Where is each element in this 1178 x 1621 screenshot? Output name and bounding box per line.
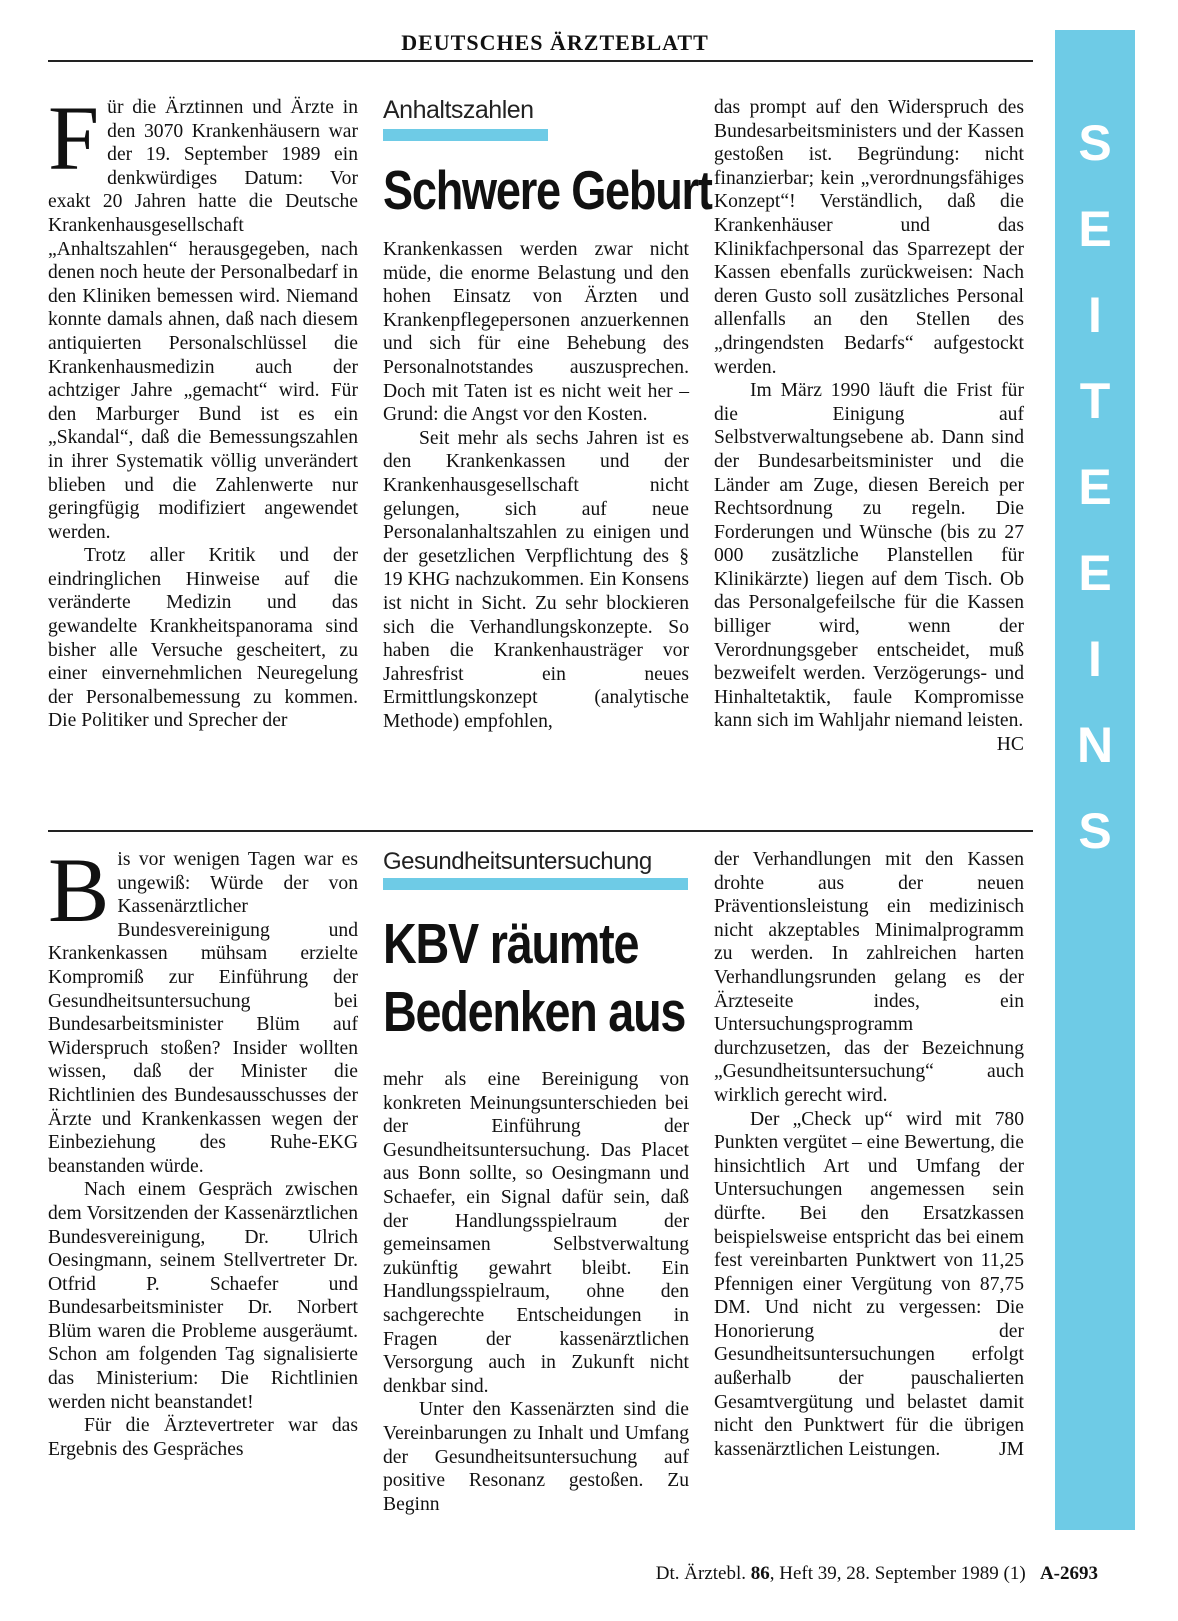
article2-kicker: Gesundheitsuntersuchung [383, 848, 652, 875]
article-divider [48, 830, 1033, 832]
article1-paragraph: das prompt auf den Widerspruch des Bundesarbeitsministers und der Kassen gestoßen ist. Begründung: nicht finanzierbar; kein „verordnungsfähiges Konzept“! Verständlich, daß die Krankenhäuser und das Klinikfachpersonal das Sparrezept der Kassen ebenfalls zurückweisen: Nach deren Gusto soll zusätzliches Personal allenfalls an den Stellen des „dringendsten Bedarfs“ aufgestockt werden. [714, 97, 1024, 378]
page-footer [656, 1563, 1098, 1585]
article2-headline-line: Bedenken aus [383, 980, 686, 1044]
article2-column-3 [714, 848, 1024, 1461]
article1-paragraph: Trotz aller Kritik und der eindringlichen Hinweise auf die veränderte Medizin und das gewandelte Krankheitspanorama sind bisher alle Versuche gescheitert, zu einer einvernehmlichen Neuregelung der Personalbemessung zu kommen. Die Politiker und Sprecher der [48, 545, 358, 732]
drop-cap: B [48, 839, 110, 941]
footer-volume: 86 [750, 1563, 770, 1584]
article1-kicker-bar [383, 129, 548, 141]
sidebar-letters [1055, 100, 1135, 874]
article1-kicker: Anhaltszahlen [383, 96, 534, 124]
sidebar-letter: E [1078, 201, 1112, 257]
article2-paragraph: Nach einem Gespräch zwischen dem Vorsitzenden der Kassenärztlichen Bundesvereinigung, Dr. Ulrich Oesingmann, seinem Stellvertreter Dr. Otfrid P. Schaefer und Bundesarbeitsminister Dr. Norbert Blüm waren die Probleme ausgeräumt. Schon am folgenden Tag signalisierte das Ministerium: Die Richtlinien werden nicht beanstandet! [48, 1179, 358, 1413]
article2-paragraph [48, 839, 358, 1178]
article2-paragraph: mehr als eine Bereinigung von konkreten Meinungsunterschieden bei der Einführung der Gesundheitsuntersuchung. Das Placet aus Bonn sollte, so Oesingmann und Schaefer, ein Signal dafür sein, daß der Handlungsspielraum der gemeinsamen Selbstverwaltung zukünftig gewahrt bleibt. Ein Handlungsspielraum, ohne den sachgerechte Entscheidungen in Fragen der kassenärztlichen Versorgung auch in Zukunft nicht denkbar sind. [383, 1069, 689, 1397]
sidebar-letter: N [1076, 717, 1114, 773]
article2-headline [383, 910, 685, 1046]
article2-kicker-bar [383, 878, 688, 890]
sidebar-letter: T [1079, 373, 1111, 429]
article2-paragraph: Für die Ärztevertreter war das Ergebnis des Gespräches [48, 1415, 358, 1460]
article2-author: JM [998, 1438, 1024, 1460]
article1-paragraph: Seit mehr als sechs Jahren ist es den Krankenkassen und der Krankenhausgesellschaft nicht gelungen, sich auf neue Personalanhaltszahlen zu einigen und der gesetzlichen Verpflichtung des § 19 KHG nachzukommen. Ein Konsens ist nicht in Sicht. Zu sehr blockieren sich die Verhandlungskonzepte. So haben die Krankenhausträger vor Jahresfrist ein neues Ermittlungskonzept (analytische Methode) empfohlen, [383, 427, 689, 732]
sidebar-letter: S [1078, 803, 1112, 859]
sidebar-letter: I [1088, 631, 1102, 687]
article1-column-3 [714, 96, 1024, 757]
article2-paragraph: der Verhandlungen mit den Kassen drohte aus der neuen Präventionsleistung ein medizinisch nicht akzeptables Minimalprogramm zu werden. In zahlreichen harten Verhandlungsrunden gelang es der Ärzteseite indes, ein Untersuchungsprogramm durchzusetzen, das der Bezeichnung „Gesundheitsuntersuchung“ auch wirklich gerecht wird. [714, 849, 1024, 1106]
top-rule [48, 60, 1033, 62]
article1-column-2 [383, 238, 689, 733]
sidebar-letter: I [1088, 287, 1102, 343]
article1-paragraph: Krankenkassen werden zwar nicht müde, die enorme Belastung und den hohen Einsatz von Ärzten und Krankenpflegepersonen anzuerkennen und sich für eine Behebung des Personalnotstandes auszusprechen. Doch mit Taten ist es nicht weit her – Grund: die Angst vor den Kosten. [383, 239, 689, 426]
section-sidebar [1055, 30, 1135, 1530]
article1-column-1 [48, 87, 358, 733]
article1-author: HC [996, 734, 1024, 756]
footer-journal: Dt. Ärztebl. [655, 1563, 747, 1584]
article2-headline-line: KBV räumte [383, 912, 639, 976]
article1-text: Im März 1990 läuft die Frist für die Einigung auf Selbstverwaltungsebene ab. Dann sind der Bundesarbeitsminister und die Länder am Zuge, diesen Bereich per Rechtsordnung zu regeln. Die Forderungen und Wünsche (bis zu 27 000 zusätzliche Planstellen für Klinikärzte) liegen auf dem Tisch. Ob das Personalgefeilsche für die Kassen billiger wird, wenn der Verordnungsgeber entscheidet, muß bezweifelt werden. Verzögerungs- und Hinhaltetaktik, faule Kompromisse kann sich im Wahljahr niemand leisten. [714, 380, 1024, 732]
article1-paragraph [48, 87, 358, 544]
footer-page-number: A-2693 [1039, 1563, 1098, 1584]
sidebar-letter: E [1078, 459, 1112, 515]
article1-headline: Schwere Geburt [383, 159, 712, 221]
article1-paragraph [714, 379, 1024, 756]
article2-text: Der „Check up“ wird mit 780 Punkten vergütet – eine Bewertung, die hinsichtlich Art und Umfang der Untersuchungen angemessen sein dürfte. Bei den Ersatzkassen beispielsweise entspricht das bei einem fest vereinbarten Punktwert von 11,25 Pfennigen einer Vergütung von 87,75 DM. Und nicht zu vergessen: Die Honorierung der Gesundheitsuntersuchungen erfolgt außerhalb der pauschalierten Gesamtvergütung und belastet damit nicht den Punktwert für die übrigen kassenärztlichen Leistungen. [714, 1108, 1024, 1460]
article2-paragraph [714, 1108, 1024, 1462]
footer-issue: , Heft 39, 28. September 1989 (1) [769, 1563, 1026, 1584]
article2-column-1 [48, 839, 358, 1461]
sidebar-letter: E [1078, 545, 1112, 601]
article2-paragraph: Unter den Kassenärzten sind die Vereinbarungen zu Inhalt und Umfang der Gesundheitsuntersuchung auf positive Resonanz gestoßen. Zu Beginn [383, 1399, 689, 1515]
article2-column-2 [383, 1068, 689, 1516]
drop-cap: F [48, 87, 100, 189]
masthead: DEUTSCHES ÄRZTEBLATT [401, 30, 709, 55]
article2-text: is vor wenigen Tagen war es ungewiß: Würde der von Kassenärztlicher Bundesvereinigung und Krankenkassen mühsam erzielte Kompromiß zur Einführung der Gesundheitsuntersuchung bei Bundesarbeitsminister Blüm auf Widerspruch stoßen? Insider wollten wissen, daß der Minister die Richtlinien des Bundesausschusses der Ärzte und Krankenkassen wegen der Einbeziehung des Ruhe-EKG beanstanden würde. [48, 849, 358, 1177]
sidebar-letter: S [1078, 115, 1112, 171]
article1-text: ür die Ärztinnen und Ärzte in den 3070 Krankenhäusern war der 19. September 1989 ein denkwürdiges Datum: Vor exakt 20 Jahren hatte die Deutsche Krankenhausgesellschaft „Anhaltszahlen“ herausgegeben, nach denen noch heute der Personalbedarf in den Kliniken bemessen wird. Niemand konnte damals ahnen, daß nach diesem antiquierten Personalschlüssel die Krankenhausmedizin auch der achtziger Jahre „gemacht“ wird. Für den Marburger Bund ist es ein „Skandal“, daß die Bemessungszahlen in ihrer Systematik völlig unverändert blieben und die Zahlenwerte nur geringfügig modifiziert angewendet werden. [48, 97, 358, 543]
